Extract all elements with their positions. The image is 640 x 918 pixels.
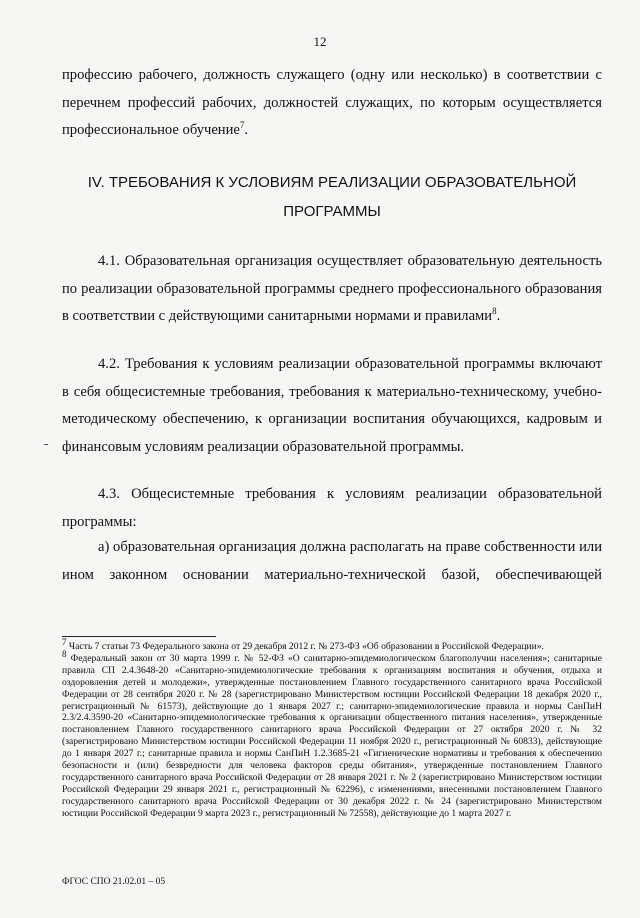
footnote-7-mark: 7 [62, 636, 67, 647]
paragraph-4-3: 4.3. Общесистемные требования к условиям реализации образовательной программы: [62, 486, 602, 530]
scan-mark [44, 444, 48, 445]
page-number: 12 [313, 34, 327, 49]
footnote-7-text: Часть 7 статьи 73 Федерального закона от 29 декабря 2012 г. № 273-ФЗ «Об образовании в Российской Федерации». [68, 641, 544, 652]
footnote-8-mark: 8 [62, 648, 67, 659]
intro-text: профессию рабочего, должность служащего (одну или несколько) в соответствии с перечнем профессий рабочих, должностей служащих, по которым осуществляется профессиональное обучение [62, 67, 602, 139]
paragraph-a-block [62, 534, 602, 589]
intro-tail: . [244, 122, 249, 139]
paragraph-4-1-tail: . [496, 308, 501, 325]
paragraph-4-2-block [62, 351, 602, 461]
section-title-line1: IV. ТРЕБОВАНИЯ К УСЛОВИЯМ РЕАЛИЗАЦИИ ОБРАЗОВАТЕЛЬНОЙ [87, 174, 577, 191]
footnote-ref-8: 8 [492, 306, 497, 317]
paragraph-4-1 [62, 248, 602, 331]
intro-paragraph-block [62, 62, 602, 145]
section-heading [62, 168, 602, 226]
footnote-ref-7: 7 [239, 120, 245, 131]
section-title-line2: ПРОГРАММЫ [283, 203, 381, 220]
paragraph-4-3-block [62, 481, 602, 536]
paragraph-4-1-text: 4.1. Образовательная организация осуществляет образовательную деятельность по реализации образовательной программы среднего профессионального образования в соответствии с действующими санитарными нормами и правилами [62, 253, 602, 325]
footnote-divider [62, 636, 216, 637]
intro-paragraph [62, 62, 602, 145]
paragraph-a: а) образовательная организация должна располагать на праве собственности или ином законном основании материально-технической базой, обеспечивающей [62, 539, 602, 583]
footnote-8 [62, 648, 602, 820]
footnote-7 [62, 636, 602, 653]
paragraph-4-2: 4.2. Требования к условиям реализации образовательной программы включают в себя общесистемные требования, требования к материально-техническому, учебно-методическому обеспечению, к организации воспитания обучающихся, кадровым и финансовым условиям реализации образовательной программы. [62, 356, 602, 455]
footnote-8-text: Федеральный закон от 30 марта 1999 г. № 52-ФЗ «О санитарно-эпидемиологическом благополучии населения»; санитарные правила СП 2.4.3648-20 «Санитарно-эпидемиологические требования к организациям воспитания и обучения, отдыха и оздоровления детей и молодежи», утвержденные постановлением Главного государственного санитарного врача Российской Федерации от 28 сентября 2020 г. № 28 (зарегистрировано Министерством юстиции Российской Федерации 18 декабря 2020 г., регистрационный № 61573), действующие до 1 января 2027 г.; санитарно-эпидемиологические правила и нормы СанПиН 2.3/2.4.3590-20 «Санитарно-эпидемиологические требования к организации общественного питания населения», утвержденные постановлением Главного государственного санитарного врача Российской Федерации от 27 октября 2020 г. № 32 (зарегистрировано Министерством юстиции Российской Федерации 11 ноября 2020 г., регистрационный № 60833), действующие до 1 января 2027 г.; санитарные правила и нормы СанПиН 1.2.3685-21 «Гигиенические нормативы и требования к обеспечению безопасности и (или) безвредности для человека факторов среды обитания», утвержденные постановлением Главного государственного санитарного врача Российской Федерации от 28 января 2021 г. № 2 (зарегистрировано Министерством юстиции Российской Федерации 29 января 2021 г., регистрационный № 62296), с изменениями, внесенными постановлением Главного государственного санитарного врача Российской Федерации от 30 декабря 2022 г. № 24 (зарегистрировано Министерством юстиции Российской Федерации 9 марта 2023 г., регистрационный № 72558), действующие до 1 марта 2027 г. [62, 652, 602, 819]
footnotes [62, 636, 602, 820]
footer-standard-code: ФГОС СПО 21.02.01 – 05 [62, 877, 166, 887]
paragraph-4-1-block [62, 248, 602, 331]
